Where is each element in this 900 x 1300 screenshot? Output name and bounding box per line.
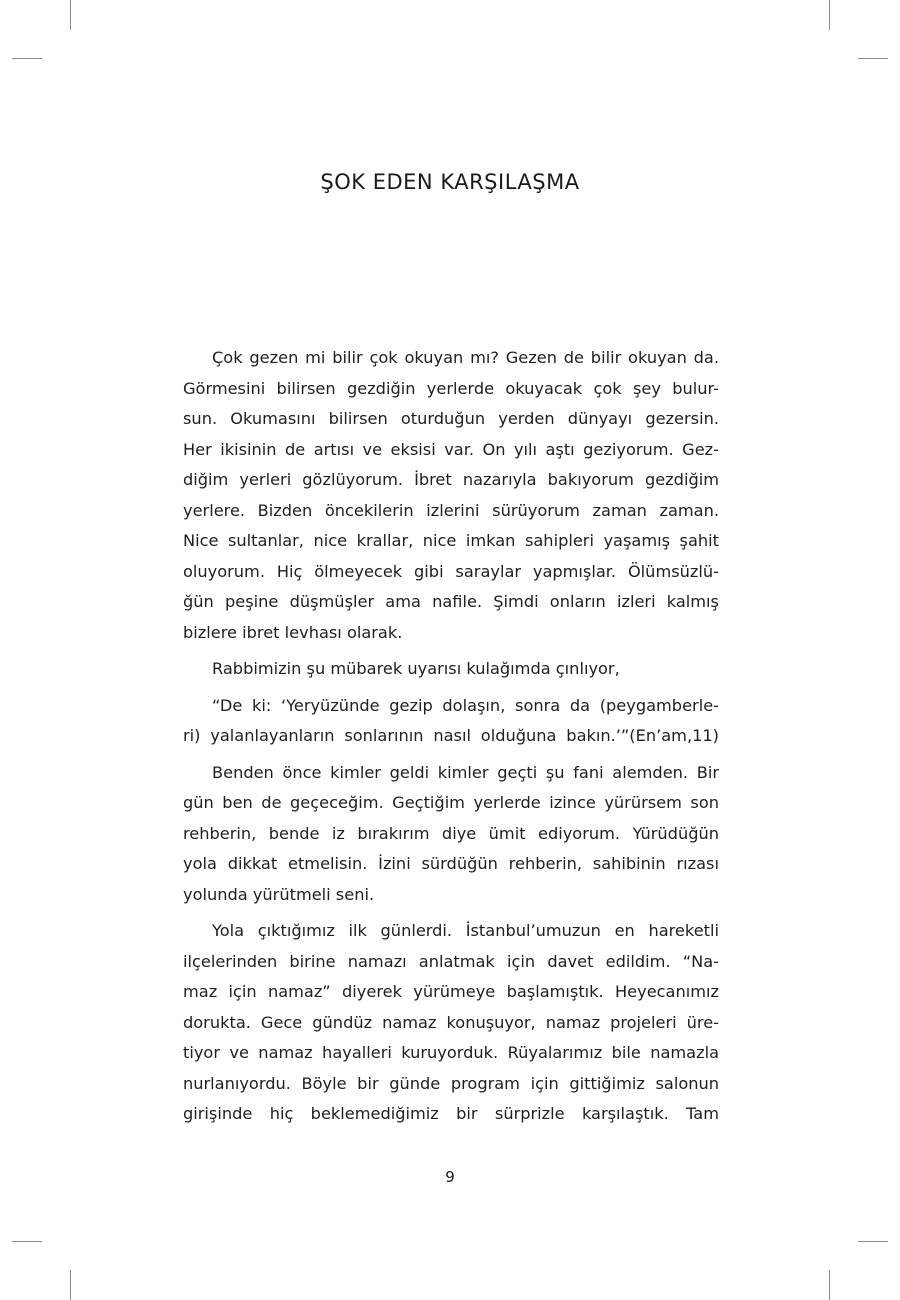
paragraph (183, 916, 719, 1130)
text-line: tiyor ve namaz hayalleri kuruyorduk. Rüyalarımız bile namazla (183, 1043, 719, 1062)
quote-paragraph (183, 691, 719, 752)
crop-mark-bottom-left (70, 1270, 71, 1300)
crop-mark-bottom-right (858, 1241, 888, 1242)
text-line: “De ki: ‘Yeryüzünde gezip dolaşın, sonra da (peygamberle- (212, 695, 719, 715)
crop-mark-top-left (12, 58, 42, 59)
text-line: dorukta. Gece gündüz namaz konuşuyor, namaz projeleri üre- (183, 1012, 719, 1032)
text-line: yerlere. Bizden öncekilerin izlerini sürüyorum zaman zaman. (183, 500, 719, 520)
text-line: yolunda yürütmeli seni. (183, 884, 375, 904)
text-line: Her ikisinin de artısı ve eksisi var. On yılı aştı geziyorum. Gez- (183, 439, 719, 459)
text-line: yola dikkat etmelisin. İzini sürdüğün rehberin, sahibinin rızası (183, 854, 719, 873)
paragraph (183, 758, 719, 911)
body-text (183, 343, 719, 1136)
text-line: rehberin, bende iz bırakırım diye ümit ediyorum. Yürüdüğün (183, 823, 719, 843)
text-line: diğim yerleri gözlüyorum. İbret nazarıyla bakıyorum gezdiğim (183, 470, 719, 489)
crop-mark-bottom-left (12, 1241, 42, 1242)
paragraph (183, 654, 719, 685)
paragraph (183, 343, 719, 648)
text-line: Yola çıktığımız ilk günlerdi. İstanbul’umuzun en hareketli (212, 921, 719, 940)
crop-mark-bottom-right (829, 1270, 830, 1300)
crop-mark-top-right (858, 58, 888, 59)
text-line: Görmesini bilirsen gezdiğin yerlerde okuyacak çok şey bulur- (183, 378, 719, 398)
text-line: ri) yalanlayanların sonlarının nasıl olduğuna bakın.’”(En’am,11) (183, 726, 719, 745)
text-line: oluyorum. Hiç ölmeyecek gibi saraylar yapmışlar. Ölümsüzlü- (183, 561, 719, 581)
text-line: Benden önce kimler geldi kimler geçti şu fani alemden. Bir (212, 762, 719, 782)
text-line: gün ben de geçeceğim. Geçtiğim yerlerde izince yürürsem son (183, 793, 719, 812)
text-line: Nice sultanlar, nice krallar, nice imkan sahipleri yaşamış şahit (183, 531, 719, 550)
text-line: maz için namaz” diyerek yürümeye başlamıştık. Heyecanımız (183, 982, 719, 1001)
text-line: girişinde hiç beklemediğimiz bir sürprizle karşılaştık. Tam (183, 1104, 719, 1123)
text-line: Rabbimizin şu mübarek uyarısı kulağımda çınlıyor, (212, 659, 620, 678)
text-line: ğün peşine düşmüşler ama nafile. Şimdi onların izleri kalmış (183, 592, 719, 611)
text-line: Çok gezen mi bilir çok okuyan mı? Gezen de bilir okuyan da. (212, 348, 719, 367)
crop-mark-top-right (829, 0, 830, 30)
chapter-title: ŞOK EDEN KARŞILAŞMA (320, 170, 580, 194)
page-number: 9 (445, 1168, 455, 1186)
text-line: ilçelerinden birine namazı anlatmak için davet edildim. “Na- (183, 951, 719, 971)
text-line: bizlere ibret levhası olarak. (183, 622, 403, 642)
crop-mark-top-left (70, 0, 71, 30)
text-line: nurlanıyordu. Böyle bir günde program için gittiğimiz salonun (183, 1073, 719, 1093)
text-line: sun. Okumasını bilirsen oturduğun yerden dünyayı gezersin. (183, 409, 719, 428)
